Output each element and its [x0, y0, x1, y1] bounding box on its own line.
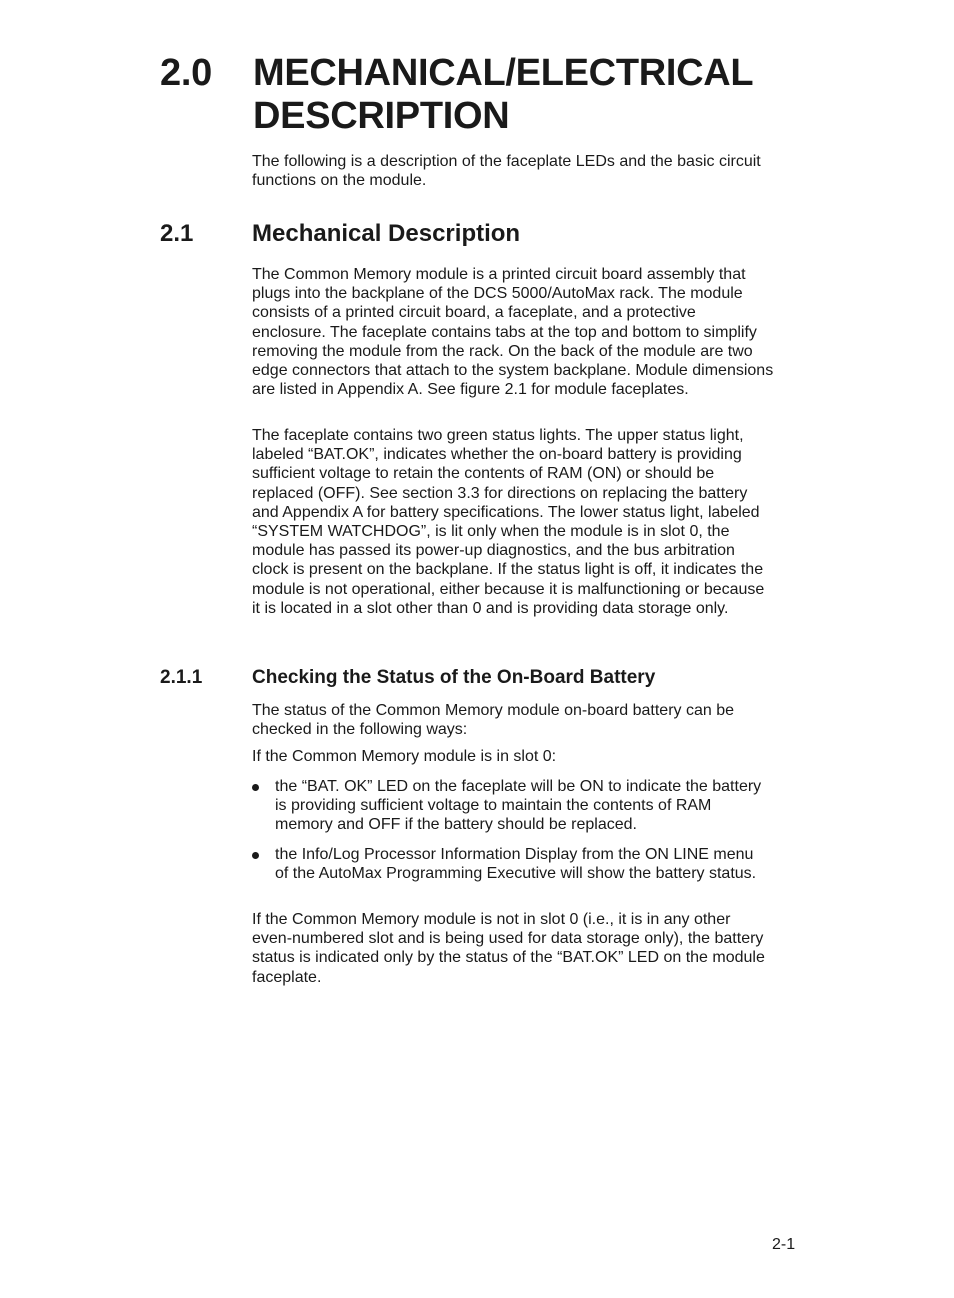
bullet-dot-icon [252, 852, 259, 859]
bullet-text: the Info/Log Processor Information Display from the ON LINE menu of the AutoMax Programming Executive will show the battery status. [275, 846, 757, 883]
chapter-title: MECHANICAL/ELECTRICAL DESCRIPTION [253, 52, 753, 137]
section-number: 2.1 [160, 220, 194, 247]
subsection-title: Checking the Status of the On-Board Battery [252, 667, 656, 688]
bullet-dot-icon [252, 784, 259, 791]
battery-paragraph-3: If the Common Memory module is not in slot 0 (i.e., it is in any other even-numbered slot and is being used for data storage only), the battery status is indicated only by the status of the “BAT.OK” LED on the module faceplate. [252, 911, 765, 986]
page-number: 2-1 [772, 1236, 796, 1253]
battery-paragraph-2: If the Common Memory module is in slot 0: [252, 748, 557, 765]
mechanical-paragraph-1: The Common Memory module is a printed circuit board assembly that plugs into the backplane of the DCS 5000/AutoMax rack. The module consists of a printed circuit board, a faceplate, and a protective enclosure. The faceplate contains tabs at the top and bottom to simplify removing the module from the rack. On the back of the module are two edge connectors that attach to the system backplane. Module dimensions are listed in Appendix A. See figure 2.1 for module faceplates. [252, 266, 774, 399]
chapter-number: 2.0 [160, 52, 212, 94]
subsection-number: 2.1.1 [160, 667, 203, 688]
section-title: Mechanical Description [252, 220, 521, 247]
battery-paragraph-1: The status of the Common Memory module on-board battery can be checked in the following ways: [252, 702, 735, 739]
mechanical-paragraph-2: The faceplate contains two green status lights. The upper status light, labeled “BAT.OK”, indicates whether the on-board battery is providing sufficient voltage to retain the contents of RAM (ON) or should be replaced (OFF). See section 3.3 for directions on replacing the battery and Appendix A for battery specifications. The lower status light, labeled “SYSTEM WATCHDOG”, is lit only when the module is in slot 0, the module has passed its power-up diagnostics, and the bus arbitration clock is present on the backplane. If the status light is off, it indicates the module is not operational, either because it is malfunctioning or because it is located in a slot other than 0 and is providing data storage only. [252, 427, 765, 617]
intro-paragraph: The following is a description of the faceplate LEDs and the basic circuit functions on the module. [252, 153, 761, 190]
bullet-text: the “BAT. OK” LED on the faceplate will be ON to indicate the battery is providing sufficient voltage to maintain the contents of RAM memory and OFF if the battery should be replaced. [275, 778, 762, 834]
